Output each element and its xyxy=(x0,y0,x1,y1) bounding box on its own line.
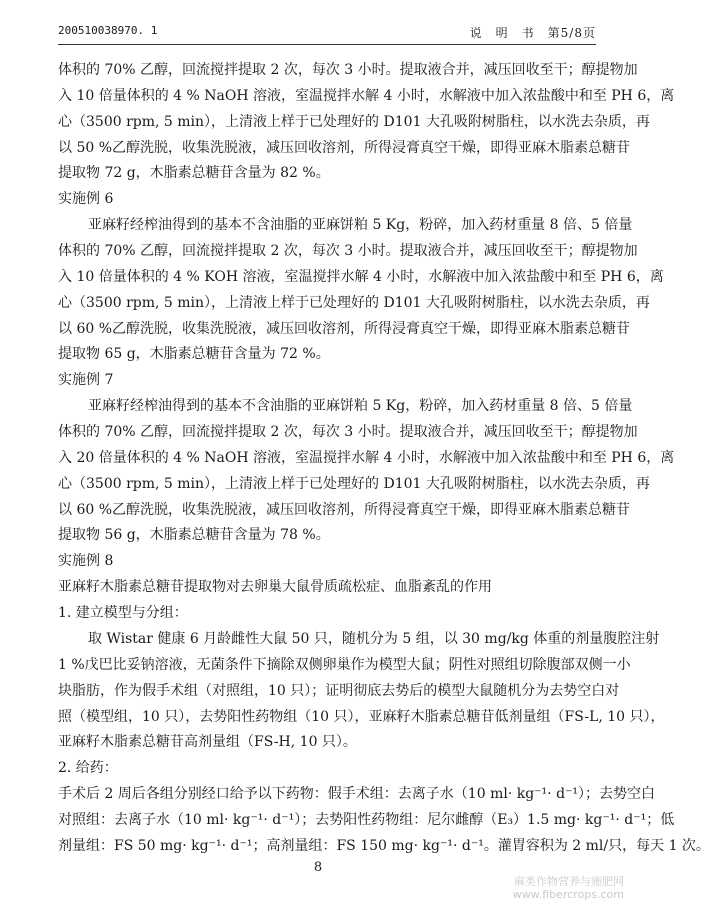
text-line: 以 50 %乙醇洗脱，收集洗脱液，减压回收溶剂，所得浸膏真空干燥，即得亚麻木脂素总糖苷 xyxy=(58,140,631,156)
section-heading: 实施例 6 xyxy=(58,191,114,207)
header-section-page: 说 明 书 第5/8页 xyxy=(469,26,596,40)
text-line: 剂量组：FS 50 mg· kg⁻¹· d⁻¹；高剂量组：FS 150 mg· kg⁻¹· d⁻¹。灌胃容积为 2 ml/只，每天 1 次。 xyxy=(58,838,710,854)
text-line: 以 60 %乙醇洗脱，收集洗脱液，减压回收溶剂，所得浸膏真空干燥，即得亚麻木脂素总糖苷 xyxy=(58,502,631,518)
page-number: 8 xyxy=(313,860,323,875)
text-line: 亚麻籽木脂素总糖苷高剂量组（FS-H, 10 只）。 xyxy=(58,734,357,750)
text-line: 亚麻籽经榨油得到的基本不含油脂的亚麻饼粕 5 Kg，粉碎，加入药材重量 8 倍、5 倍量 xyxy=(88,217,633,233)
section-heading: 实施例 8 xyxy=(58,553,114,569)
text-line: 体积的 70% 乙醇，回流搅拌提取 2 次，每次 3 小时。提取液合并，减压回收至干；醇提物加 xyxy=(58,424,638,440)
text-line: 心（3500 rpm, 5 min），上清液上样于已处理好的 D101 大孔吸附树脂柱，以水洗去杂质，再 xyxy=(58,295,650,311)
text-line: 对照组：去离子水（10 ml· kg⁻¹· d⁻¹）；去势阳性药物组：尼尔雌醇（E₃）1.5 mg· kg⁻¹· d⁻¹；低 xyxy=(58,812,675,828)
watermark xyxy=(513,875,624,901)
watermark-url: www.fibercrops.com xyxy=(512,888,624,901)
section-heading: 实施例 7 xyxy=(58,372,114,388)
text-line: 取 Wistar 健康 6 月龄雌性大鼠 50 只，随机分为 5 组，以 30 mg/kg 体重的剂量腹腔注射 xyxy=(88,631,660,647)
text-line: 体积的 70% 乙醇，回流搅拌提取 2 次，每次 3 小时。提取液合并，减压回收至干；醇提物加 xyxy=(58,62,638,78)
page-header xyxy=(58,24,596,42)
text-line: 以 60 %乙醇洗脱，收集洗脱液，减压回收溶剂，所得浸膏真空干燥，即得亚麻木脂素总糖苷 xyxy=(58,321,631,337)
watermark-title: 麻类作物营养与施肥网 xyxy=(514,875,624,888)
text-line: 手术后 2 周后各组分别经口给予以下药物：假手术组：去离子水（10 ml· kg⁻¹· d⁻¹）；去势空白 xyxy=(58,786,656,802)
subheading: 亚麻籽木脂素总糖苷提取物对去卵巢大鼠骨质疏松症、血脂紊乱的作用 xyxy=(58,579,492,595)
text-line: 提取物 65 g，木脂素总糖苷含量为 72 %。 xyxy=(58,346,330,362)
subheading: 2. 给药： xyxy=(58,760,118,776)
text-line: 心（3500 rpm, 5 min），上清液上样于已处理好的 D101 大孔吸附树脂柱，以水洗去杂质，再 xyxy=(58,476,650,492)
text-line: 入 10 倍量体积的 4 % NaOH 溶液，室温搅拌水解 4 小时，水解液中加入浓盐酸中和至 PH 6，离 xyxy=(58,88,675,104)
text-line: 亚麻籽经榨油得到的基本不含油脂的亚麻饼粕 5 Kg，粉碎，加入药材重量 8 倍、5 倍量 xyxy=(88,398,633,414)
text-line: 1 %戊巴比妥钠溶液，无菌条件下摘除双侧卵巢作为模型大鼠；阴性对照组切除腹部双侧一小 xyxy=(58,657,631,673)
text-line: 提取物 72 g，木脂素总糖苷含量为 82 %。 xyxy=(58,165,330,181)
document-number: 200510038970. 1 xyxy=(58,24,158,37)
text-line: 照（模型组，10 只），去势阳性药物组（10 只），亚麻籽木脂素总糖苷低剂量组（FS-L, 10 只）， xyxy=(58,709,665,725)
text-line: 块脂肪，作为假手术组（对照组，10 只）；证明彻底去势后的模型大鼠随机分为去势空白对 xyxy=(58,683,620,699)
text-line: 体积的 70% 乙醇，回流搅拌提取 2 次，每次 3 小时。提取液合并，减压回收至干；醇提物加 xyxy=(58,243,638,259)
subheading: 1. 建立模型与分组： xyxy=(58,605,188,621)
header-rule xyxy=(58,44,596,45)
text-line: 入 10 倍量体积的 4 % KOH 溶液，室温搅拌水解 4 小时，水解液中加入浓盐酸中和至 PH 6，离 xyxy=(58,269,664,285)
text-line: 入 20 倍量体积的 4 % NaOH 溶液，室温搅拌水解 4 小时，水解液中加入浓盐酸中和至 PH 6，离 xyxy=(58,450,675,466)
text-line: 心（3500 rpm, 5 min），上清液上样于已处理好的 D101 大孔吸附树脂柱，以水洗去杂质，再 xyxy=(58,114,650,130)
text-line: 提取物 56 g，木脂素总糖苷含量为 78 %。 xyxy=(58,527,330,543)
